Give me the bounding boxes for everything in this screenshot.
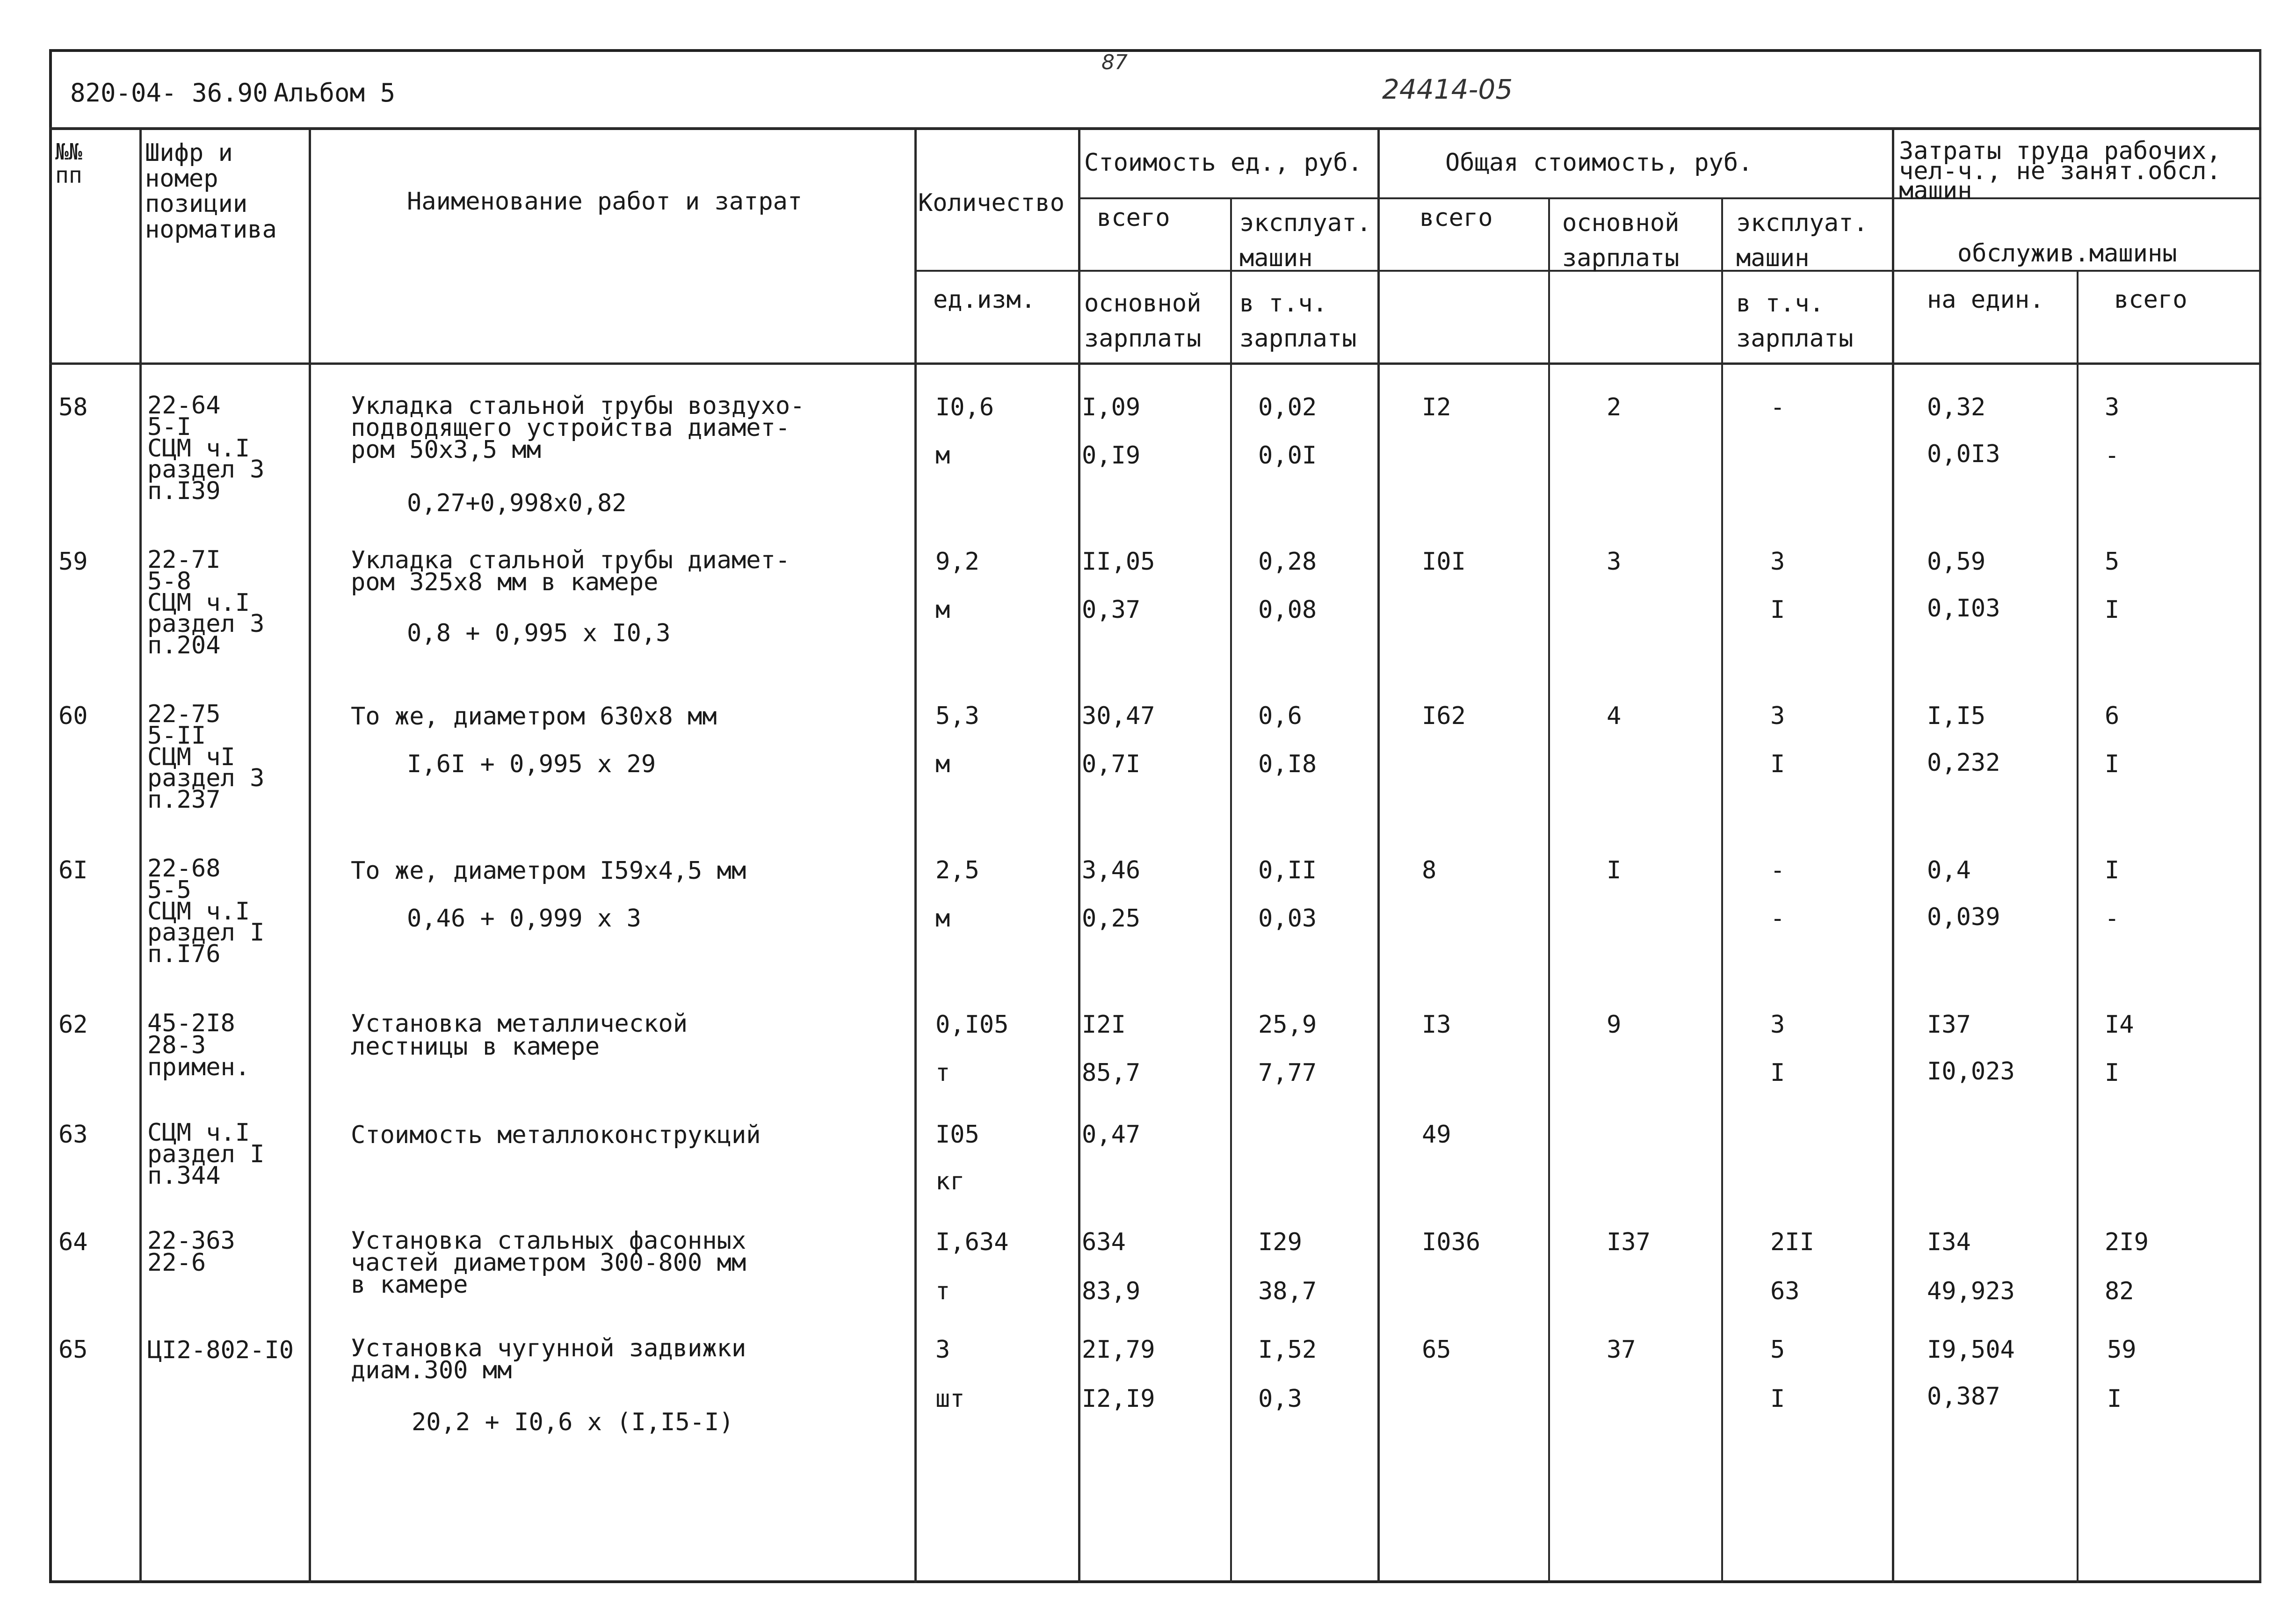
col-header-labor-total: всего [2114,286,2187,314]
row-code: 22-64 5-I СЦМ ч.I раздел 3 п.I39 [147,391,265,505]
row-num: 64 [58,1228,88,1256]
col-rule-5 [1230,197,1232,1583]
row-unit: т [935,1277,950,1305]
row-total-mach-salary: - [1770,905,1785,933]
row-unit-mach-salary: 0,3 [1258,1385,1302,1413]
row-total-mach-salary: I [1770,1059,1785,1087]
row-unit-total: 2I,79 [1082,1336,1155,1364]
col-rule-7 [1548,197,1550,1583]
col-rule-2 [309,127,311,1583]
col-header-unit-incl-salary: в т.ч. зарплаты [1239,290,1357,353]
row-total-salary: 37 [1607,1336,1636,1364]
col-rule-3 [914,127,917,1583]
header-top-rule [49,127,2261,130]
row-code: 45-2I8 28-3 примен. [147,1009,250,1081]
row-labor-total-2: I [2105,750,2120,778]
row-labor-total: 59 [2107,1336,2137,1364]
row-total-mach-salary: 63 [1770,1277,1800,1305]
row-labor-total-2: I [2105,1059,2120,1087]
row-formula: 0,27+0,998х0,82 [407,489,627,517]
row-name: Стоимость металлоконструкций [351,1121,761,1149]
col-header-total-cost: Общая стоимость, руб. [1445,149,1753,177]
row-unit-mach-salary: 7,77 [1258,1059,1317,1087]
row-num: 59 [58,548,88,576]
row-total-salary: 2 [1607,393,1622,421]
album-label: Альбом 5 [274,78,396,108]
doc-code: 820-04- 36.90 [70,78,268,108]
row-unit-total: II,05 [1082,548,1155,576]
row-unit-machines: 0,02 [1258,393,1317,421]
col-rule-8 [1721,197,1723,1583]
row-name: Установка металлической лестницы в камере [351,1010,688,1061]
row-unit: м [935,596,950,624]
row-num: 63 [58,1121,88,1149]
row-total-all: 49 [1422,1121,1451,1149]
row-labor-unit: I34 [1927,1228,1971,1256]
row-labor-unit: 0,32 [1927,393,1986,421]
row-labor-total: I [2105,856,2120,884]
row-unit-salary: 0,I9 [1082,442,1141,470]
row-unit: м [935,750,950,778]
row-unit-machines: 0,28 [1258,548,1317,576]
row-total-all: I0I [1422,548,1466,576]
row-code: 22-363 22-6 [147,1227,235,1277]
row-unit-total: 30,47 [1082,702,1155,730]
row-formula: 20,2 + I0,6 х (I,I5-I) [412,1408,734,1436]
col-header-name: Наименование работ и затрат [407,188,803,216]
row-name: Установка чугунной задвижки диам.300 мм [351,1334,746,1384]
col-header-total-salary: основной зарплаты [1562,209,1680,273]
row-total-all: I62 [1422,702,1466,730]
row-unit-mach-salary: 0,03 [1258,905,1317,933]
col-header-num: №№ пп [55,139,82,189]
row-total-all: I3 [1422,1011,1451,1039]
row-unit-salary: 0,25 [1082,905,1141,933]
col-header-total-machines: эксплуат. машин [1736,209,1868,273]
row-name: Укладка стальной трубы воздухо- подводящего устройства диамет- ром 50х3,5 мм [351,392,805,464]
col-header-unit-machines: эксплуат. машин [1239,209,1371,273]
row-total-machines: 2II [1770,1228,1814,1256]
row-unit-mach-salary: 0,08 [1258,596,1317,624]
row-unit-salary: I2,I9 [1082,1385,1155,1413]
row-qty: I,634 [935,1228,1009,1256]
row-qty: 3 [935,1336,950,1364]
row-unit: м [935,442,950,470]
row-unit-machines: I29 [1258,1228,1302,1256]
row-num: 60 [58,702,88,730]
col-header-labor: Затраты труда рабочих, чел-ч., не занят.обсл. машин [1899,137,2221,205]
row-num: 6I [58,856,88,884]
row-labor-total-2: I [2107,1385,2122,1413]
row-qty: I05 [935,1121,979,1149]
row-unit-mach-salary: 38,7 [1258,1277,1317,1305]
row-formula: 0,8 + 0,995 х I0,3 [407,619,671,647]
row-labor-unit-2: 0,I03 [1927,594,2000,623]
row-total-all: 65 [1422,1336,1451,1364]
row-labor-unit-2: 0,039 [1927,903,2000,931]
row-unit-salary: 83,9 [1082,1277,1141,1305]
col-rule-1 [139,127,142,1583]
row-labor-total: 3 [2105,393,2120,421]
row-unit-machines: 0,6 [1258,702,1302,730]
row-unit-salary: 85,7 [1082,1059,1141,1087]
row-unit-total: I,09 [1082,393,1141,421]
row-formula: I,6I + 0,995 х 29 [407,750,656,778]
row-total-salary: 4 [1607,702,1622,730]
row-labor-unit-2: I0,023 [1927,1057,2015,1086]
col-header-code: Шифр и номер позиции норматива [145,139,277,244]
row-unit-mach-salary: 0,I8 [1258,750,1317,778]
row-labor-unit-2: 0,0I3 [1927,440,2000,468]
row-labor-unit: 0,59 [1927,548,1986,576]
row-total-salary: 3 [1607,548,1622,576]
row-qty: 9,2 [935,548,979,576]
row-labor-total-2: - [2105,905,2120,933]
row-total-all: I2 [1422,393,1451,421]
row-name: Укладка стальной трубы диамет- ром 325х8 мм в камере [351,546,790,596]
row-unit-machines: 25,9 [1258,1011,1317,1039]
row-labor-unit: I9,504 [1927,1336,2015,1364]
row-qty: 5,3 [935,702,979,730]
row-unit-total: I2I [1082,1011,1126,1039]
row-labor-unit: 0,4 [1927,856,1971,884]
row-num: 58 [58,393,88,421]
row-total-all: I036 [1422,1228,1481,1256]
row-code: 22-7I 5-8 СЦМ ч.I раздел 3 п.204 [147,546,265,659]
row-labor-unit: I,I5 [1927,702,1986,730]
col-header-labor-unit: на един. [1927,286,2044,314]
row-total-mach-salary: I [1770,1385,1785,1413]
row-unit-mach-salary: 0,0I [1258,442,1317,470]
row-total-salary: 9 [1607,1011,1622,1039]
row-qty: 0,I05 [935,1011,1009,1039]
row-unit-total: 634 [1082,1228,1126,1256]
row-name: То же, диаметром 630х8 мм [351,702,717,731]
row-num: 65 [58,1336,88,1364]
row-labor-total: I4 [2105,1011,2134,1039]
row-qty: I0,6 [935,393,994,421]
row-labor-total: 5 [2105,548,2120,576]
col-header-total-all: всего [1420,204,1493,232]
row-code: СЦМ ч.I раздел I п.344 [147,1119,265,1190]
row-labor-total: 6 [2105,702,2120,730]
row-total-machines: 3 [1770,1011,1785,1039]
col-header-unit-total: всего [1097,204,1170,232]
row-unit-total: 3,46 [1082,856,1141,884]
row-unit: шт [935,1385,965,1413]
row-total-machines: 3 [1770,548,1785,576]
row-labor-total: 2I9 [2105,1228,2149,1256]
row-total-machines: - [1770,393,1785,421]
col-header-total-incl-salary: в т.ч. зарплаты [1736,290,1854,353]
row-unit: т [935,1059,950,1087]
row-unit-salary: 0,7I [1082,750,1141,778]
col-header-labor-service: обслужив.машины [1957,239,2177,268]
row-name: Установка стальных фасонных частей диаметром 300-800 мм в камере [351,1227,746,1299]
col-rule-6 [1377,127,1380,1583]
row-total-mach-salary: I [1770,596,1785,624]
col-rule-4 [1078,127,1080,1583]
row-total-machines: 3 [1770,702,1785,730]
col-header-unit: ед.изм. [933,286,1036,314]
row-labor-total-2: I [2105,596,2120,624]
col-header-unit-salary: основной зарплаты [1084,290,1202,353]
row-code: 22-75 5-II СЦМ чI раздел 3 п.237 [147,700,265,814]
col-rule-10 [2077,270,2079,1583]
row-unit-salary: 0,37 [1082,596,1141,624]
row-labor-total-2: 82 [2105,1277,2134,1305]
row-total-machines: - [1770,856,1785,884]
row-formula: 0,46 + 0,999 х 3 [407,905,641,933]
row-labor-unit-2: 49,923 [1927,1277,2015,1305]
row-unit-total: 0,47 [1082,1121,1141,1149]
row-num: 62 [58,1011,88,1039]
row-code: 22-68 5-5 СЦМ ч.I раздел I п.I76 [147,854,265,968]
col-header-unit-cost: Стоимость ед., руб. [1084,149,1362,177]
row-total-all: 8 [1422,856,1437,884]
row-unit: м [935,905,950,933]
row-labor-unit-2: 0,387 [1927,1383,2000,1411]
row-total-salary: I [1607,856,1622,884]
row-qty: 2,5 [935,856,979,884]
row-total-salary: I37 [1607,1228,1651,1256]
row-labor-unit-2: 0,232 [1927,749,2000,777]
col-rule-9 [1892,127,1894,1583]
header-bottom-rule [49,362,2261,365]
row-name: То же, диаметром I59х4,5 мм [351,857,746,885]
row-total-mach-salary: I [1770,750,1785,778]
row-labor-total-2: - [2105,442,2120,470]
row-unit: кг [935,1167,965,1195]
handwritten-number: 24414-05 [1382,73,1513,105]
row-labor-unit: I37 [1927,1011,1971,1039]
row-code: ЦI2-802-I0 [147,1336,294,1364]
row-total-machines: 5 [1770,1336,1785,1364]
page-number: 87 [1101,51,1128,74]
row-unit-machines: 0,II [1258,856,1317,884]
row-unit-machines: I,52 [1258,1336,1317,1364]
col-header-qty: Количество [918,189,1065,217]
